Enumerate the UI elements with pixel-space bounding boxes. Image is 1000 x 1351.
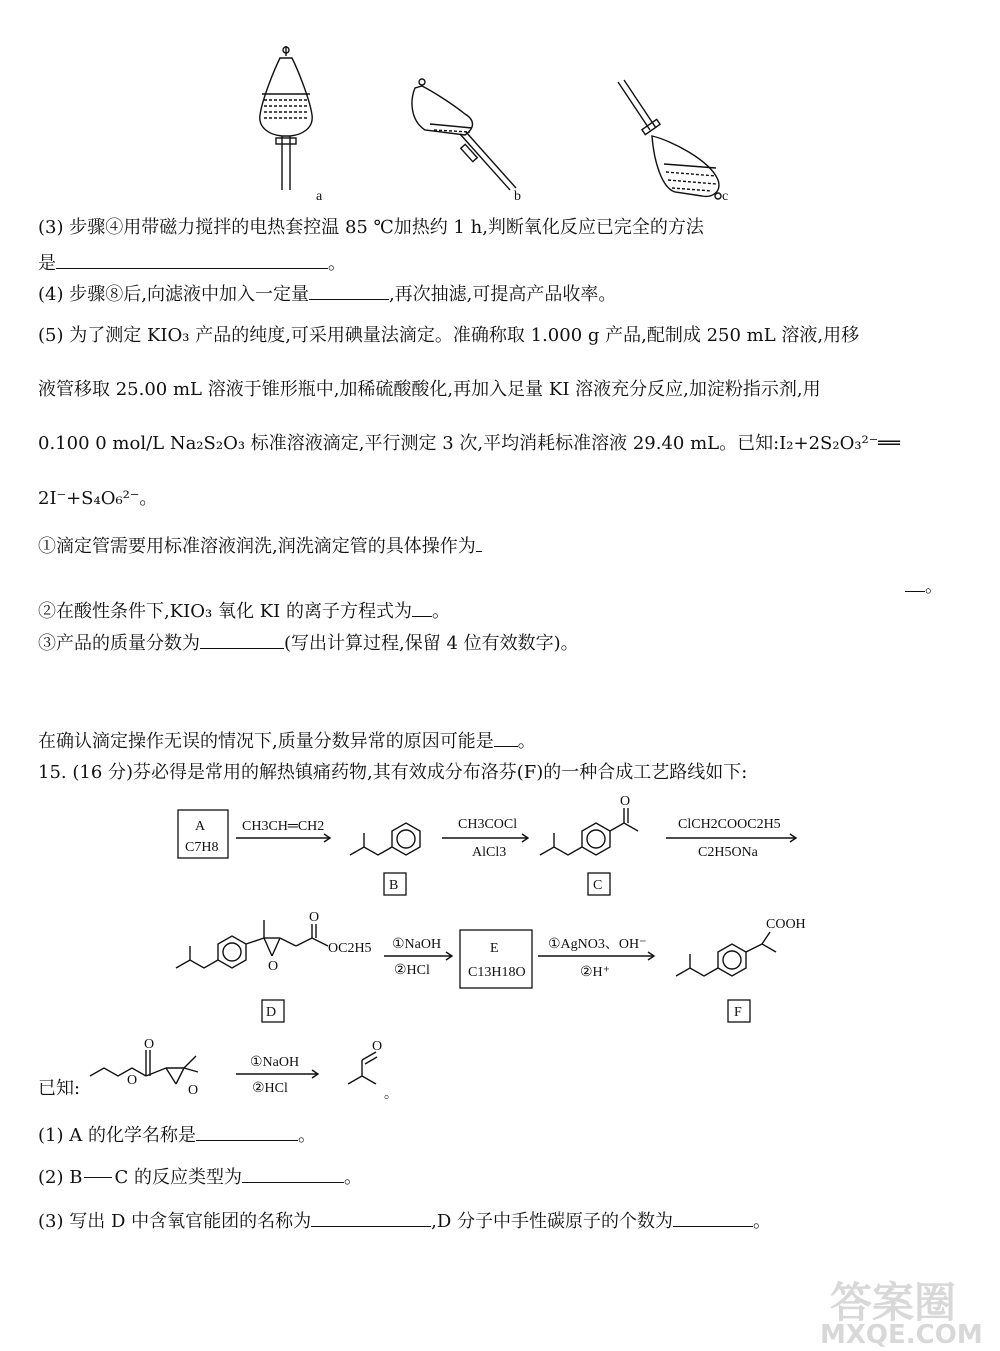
known-carbonyl-oxygen: O (144, 1037, 155, 1052)
q15-sub3-period: 。 (752, 1211, 771, 1232)
q3-line1: (3) 步骤④用带磁力搅拌的电热套控温 85 ℃加热约 1 h,判断氧化反应已完全的方法 (38, 217, 704, 238)
q3-line2 (38, 250, 346, 276)
q5-sub3-answer-blank[interactable] (200, 630, 284, 649)
q3-answer-blank[interactable] (56, 250, 328, 269)
compound-A-label: A (195, 819, 206, 834)
reagent-2-top: CH3COCl (458, 817, 518, 832)
q5-line4: 2I⁻+S₄O₆²⁻。 (38, 488, 158, 509)
q15-intro: 15. (16 分)芬必得是常用的解热镇痛药物,其有效成分布洛芬(F)的一种合成工艺路线如下: (38, 762, 748, 783)
known-prefix: 已知: (38, 1078, 81, 1099)
compound-B-structure (350, 823, 420, 855)
label-b: b (514, 189, 521, 204)
known-product-oxygen: O (372, 1039, 383, 1054)
q5-sub3-text: ③产品的质量分数为 (38, 633, 200, 654)
compound-E-label: E (490, 941, 499, 956)
q4-line (38, 281, 616, 307)
compound-E-formula: C13H18O (468, 965, 526, 980)
label-c: c (722, 189, 729, 204)
known-reagent-top: ①NaOH (250, 1055, 300, 1070)
known-ester-oxygen: O (127, 1073, 138, 1088)
q3-suffix: 。 (328, 253, 346, 274)
q5-sub1-blank-start[interactable] (476, 533, 482, 552)
q5-sub2-answer-blank[interactable] (412, 598, 432, 617)
q5-sub1-text: ①滴定管需要用标准溶液润洗,润洗滴定管的具体操作为 (38, 536, 476, 557)
funnel-c (618, 80, 728, 204)
compound-D-structure (176, 910, 372, 974)
q5-sub3 (38, 630, 579, 656)
watermark-logo: 答案圈 (830, 1278, 957, 1327)
q5-sub1 (38, 533, 482, 559)
q5-note (38, 728, 536, 754)
reagent-3-top: ClCH2COOC2H5 (678, 817, 781, 832)
compound-C-structure (540, 794, 638, 855)
q5-sub2 (38, 598, 450, 624)
q15-sub2-period: 。 (343, 1167, 362, 1188)
q15-sub2 (38, 1164, 362, 1190)
compound-B-label: B (389, 878, 399, 893)
q15-sub1 (38, 1122, 316, 1148)
q15-sub1-period: 。 (297, 1125, 316, 1146)
reagent-4-bottom: ②HCl (394, 963, 430, 978)
q5-note-period: 。 (517, 731, 536, 752)
known-epoxide-oxygen: O (188, 1083, 199, 1098)
q5-sub2-period: 。 (431, 601, 450, 622)
compound-D-carbonyl-oxygen: O (309, 910, 320, 925)
q5-sub1-period: 。 (925, 576, 943, 597)
compound-D-label: D (266, 1005, 277, 1020)
q5-note-answer-blank[interactable] (494, 728, 518, 747)
q5-sub1-blank-end[interactable] (905, 573, 925, 592)
q15-sub1-answer-blank[interactable] (196, 1122, 298, 1141)
q5-sub1-end (905, 573, 943, 599)
q15-sub2-text: C 的反应类型为 (114, 1167, 242, 1188)
reagent-4-top: ①NaOH (392, 937, 442, 952)
q15-sub2-prefix: (2) B (38, 1167, 83, 1188)
q5-line2: 液管移取 25.00 mL 溶液于锥形瓶中,加稀硫酸酸化,再加入足量 KI 溶液充分反应,加淀粉指示剂,用 (38, 379, 821, 400)
q5-line1: (5) 为了测定 KIO₃ 产品的纯度,可采用碘量法滴定。准确称取 1.000 g 产品,配制成 250 mL 溶液,用移 (38, 325, 860, 346)
q5-note-text: 在确认滴定操作无误的情况下,质量分数异常的原因可能是 (38, 731, 494, 752)
compound-F-structure (676, 917, 806, 976)
q15-sub2-answer-blank[interactable] (242, 1164, 344, 1183)
synthesis-scheme-row2 (170, 910, 830, 1030)
funnel-a (260, 46, 323, 204)
q4-suffix: ,再次抽滤,可提高产品收率。 (388, 284, 617, 305)
compound-C-oxygen: O (620, 794, 631, 809)
known-reagent-bottom: ②HCl (252, 1081, 288, 1096)
q15-sub1-text: (1) A 的化学名称是 (38, 1125, 196, 1146)
reagent-1: CH3CH═CH2 (242, 819, 325, 834)
q15-sub3-answer-blank-2[interactable] (673, 1208, 753, 1227)
compound-C-label: C (593, 878, 603, 893)
q4-prefix: (4) 步骤⑧后,向滤液中加入一定量 (38, 284, 309, 305)
compound-D-ring-oxygen: O (268, 959, 279, 974)
reagent-5-bottom: ②H⁺ (580, 965, 611, 980)
funnel-b (412, 79, 521, 204)
q15-sub3-text: (3) 写出 D 中含氧官能团的名称为 (38, 1211, 312, 1232)
compound-A-formula: C7H8 (185, 840, 219, 855)
q5-line3: 0.100 0 mol/L Na₂S₂O₃ 标准溶液滴定,平行测定 3 次,平均消耗标准溶液 29.40 mL。已知:I₂+2S₂O₃²⁻══ (38, 433, 900, 454)
q15-sub3 (38, 1208, 771, 1234)
q5-sub3-suffix: (写出计算过程,保留 4 位有效数字)。 (284, 633, 579, 654)
arrow-right-icon (84, 1177, 112, 1178)
compound-F-label: F (734, 1005, 742, 1020)
reagent-2-bottom: AlCl3 (472, 845, 507, 860)
synthesis-scheme-row1 (170, 794, 810, 900)
reagent-5-top: ①AgNO3、OH⁻ (548, 937, 647, 952)
known-period: 。 (384, 1087, 398, 1102)
label-a: a (316, 189, 323, 204)
q15-sub3-answer-blank-1[interactable] (311, 1208, 431, 1227)
q15-sub3-mid: ,D 分子中手性碳原子的个数为 (431, 1211, 673, 1232)
q3-prefix: 是 (38, 253, 56, 274)
watermark-url: MXQE.COM (820, 1320, 983, 1350)
q4-answer-blank[interactable] (309, 281, 389, 300)
compound-F-carboxyl: COOH (766, 917, 806, 932)
compound-D-ethoxy: OC2H5 (328, 941, 372, 956)
separatory-funnel-diagrams (250, 40, 750, 210)
known-reaction-scheme (86, 1036, 406, 1106)
q5-sub2-text: ②在酸性条件下,KIO₃ 氧化 KI 的离子方程式为 (38, 601, 412, 622)
reagent-3-bottom: C2H5ONa (698, 845, 758, 860)
